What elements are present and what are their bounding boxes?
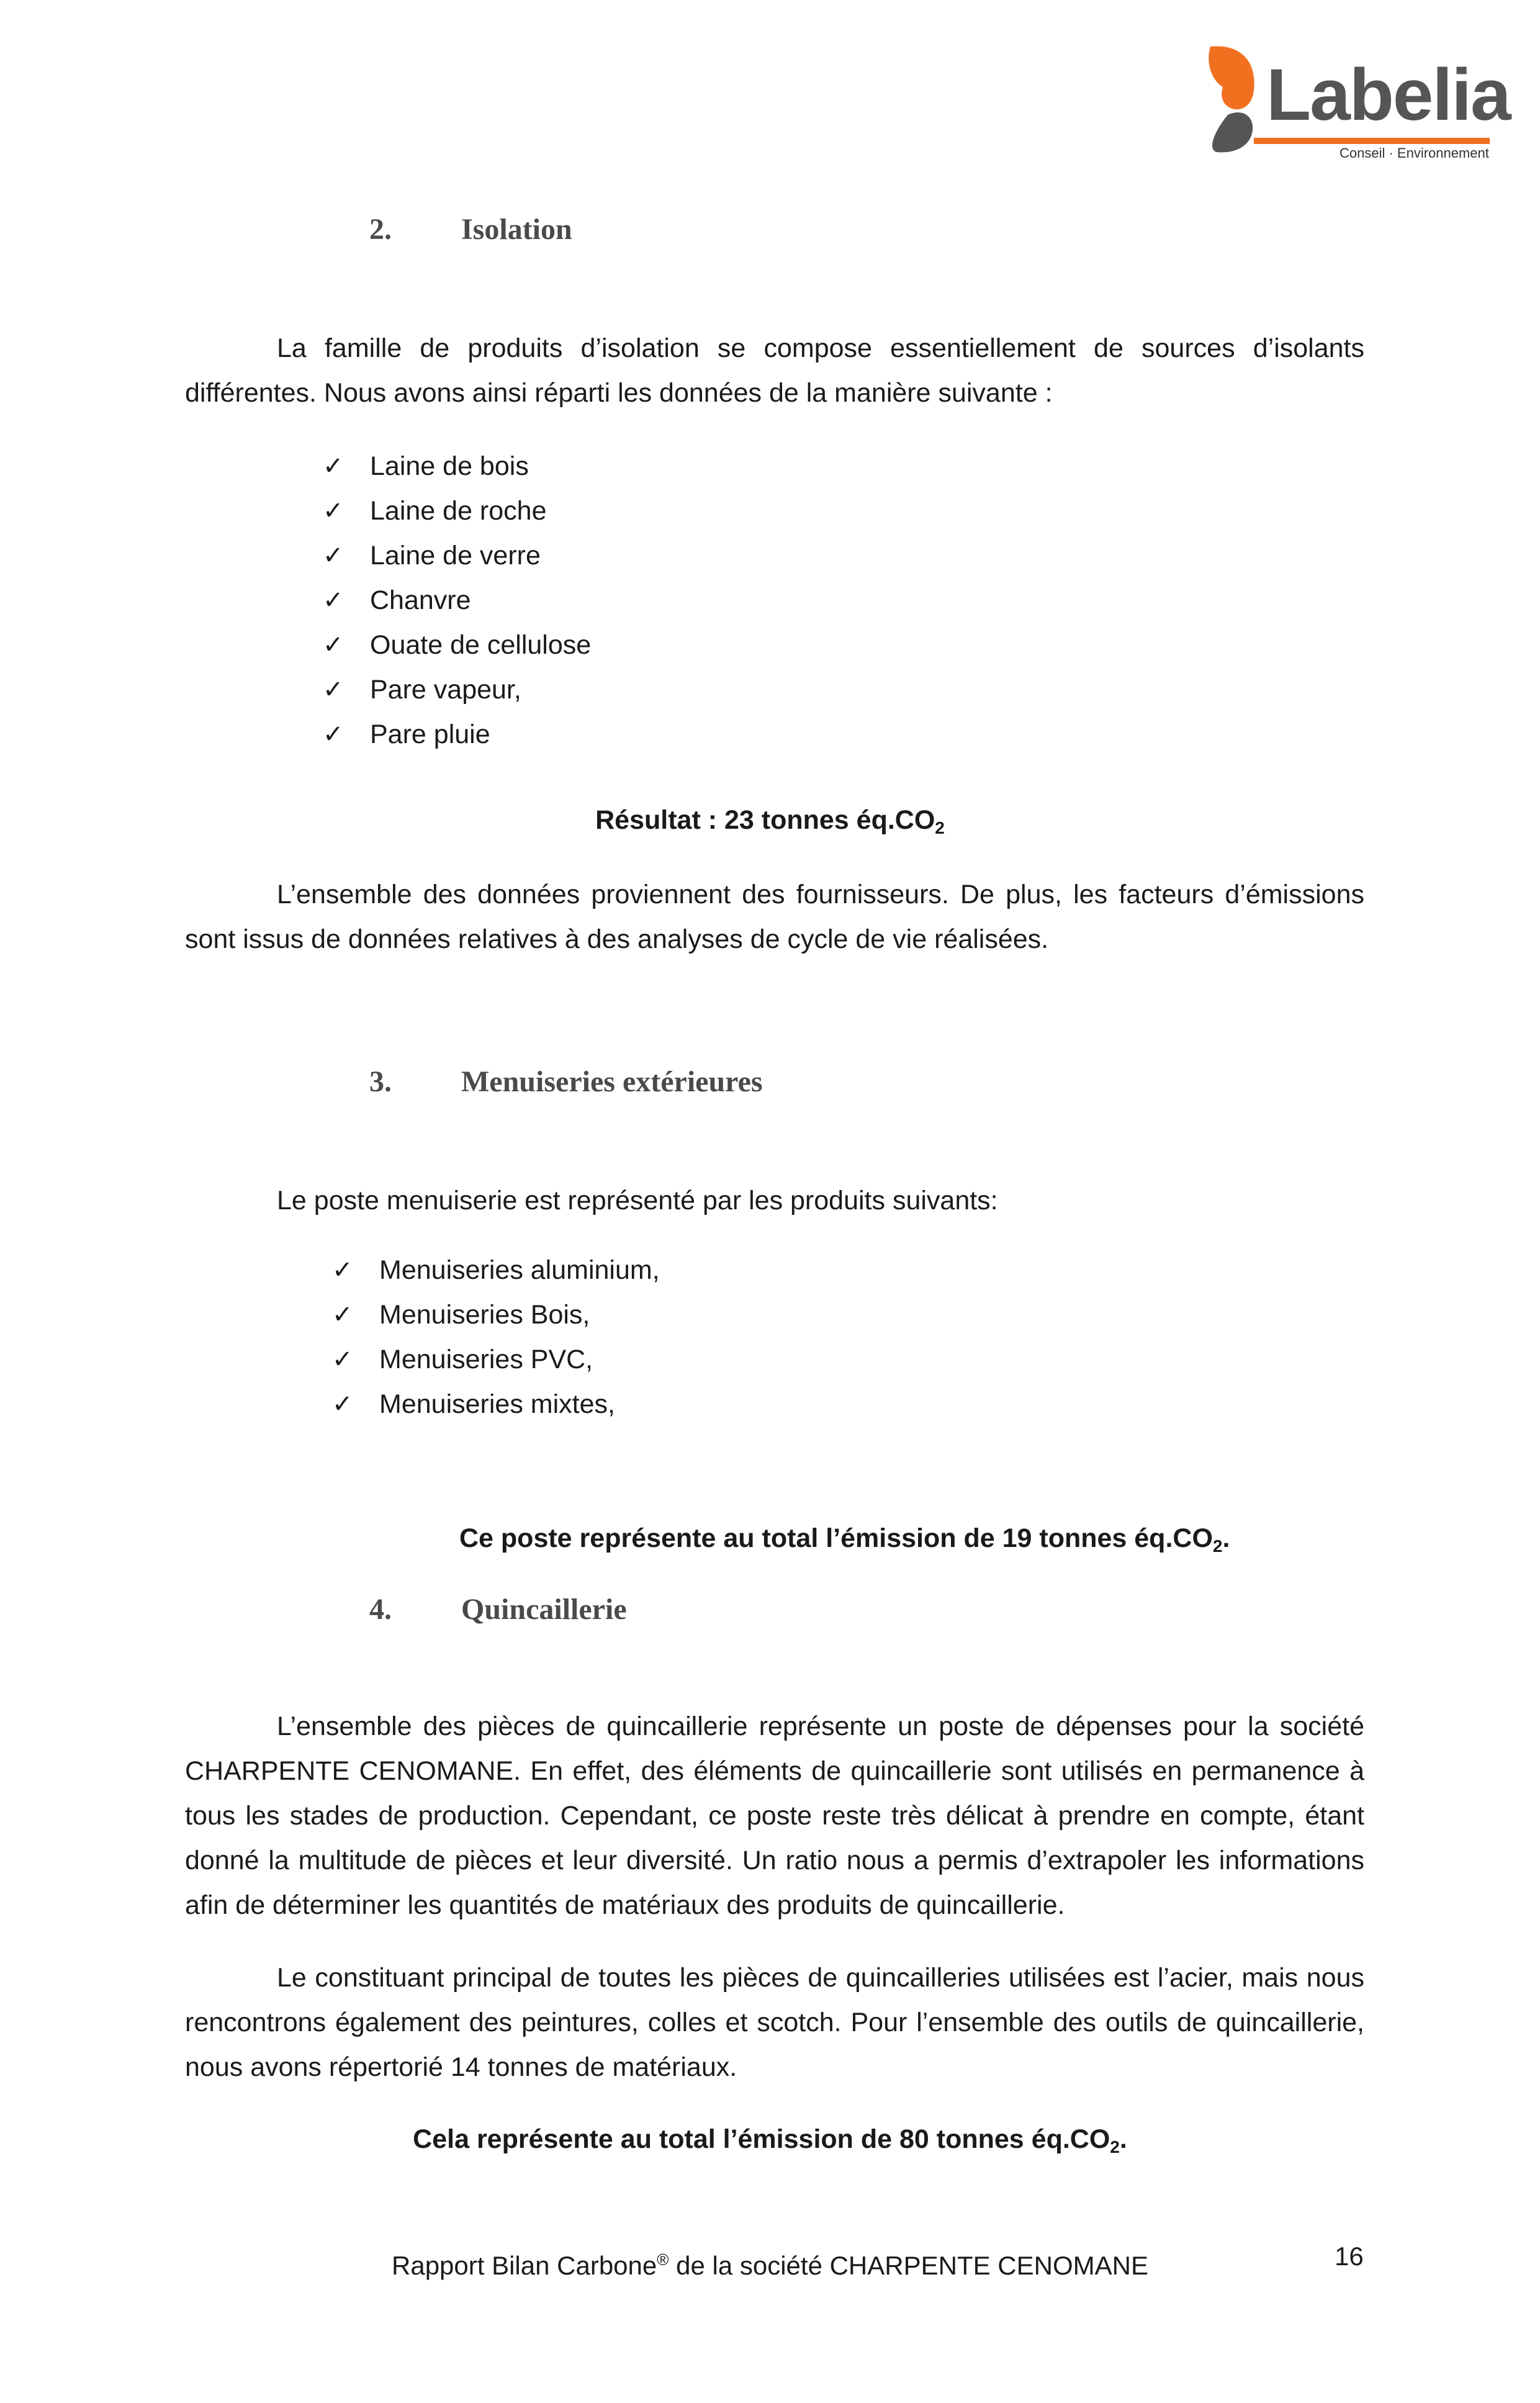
- section-4-paragraph-1: L’ensemble des pièces de quincaillerie représente un poste de dépenses pour la société CHARPENTE CENOMANE. En effet, des éléments de quincaillerie sont utilisés en permanence à tous les stades de production. Cependant, ce poste reste très délicat à prendre en compte, étant donné la multitude de pièces et leur diversité. Un ratio nous a permis d’extrapoler les informations afin de déterminer les quantités de matériaux des produits de quincaillerie.: [185, 1711, 1364, 1920]
- section-2-intro: La famille de produits d’isolation se compose essentiellement de sources d’isolants différentes. Nous avons ainsi réparti les données de la manière suivante :: [185, 333, 1364, 408]
- check-icon: ✓: [332, 1301, 353, 1329]
- check-icon: ✓: [323, 541, 344, 570]
- section-2-result: Résultat : 23 tonnes $éq.CO_2$: [595, 805, 945, 837]
- section-4-title: Quincaillerie: [461, 1593, 627, 1626]
- section-2-number: 2.: [369, 213, 392, 246]
- section-3-title: Menuiseries extérieures: [461, 1065, 763, 1098]
- labelia-logo: [1204, 43, 1510, 168]
- section-2-conclusion: L’ensemble des données proviennent des fournisseurs. De plus, les facteurs d’émissions sont issus de données relatives à des analyses de cycle de vie réalisées.: [185, 880, 1364, 954]
- logo-tagline: Conseil · Environnement: [1340, 145, 1489, 161]
- check-icon: ✓: [323, 720, 344, 749]
- section-4-paragraph-2: Le constituant principal de toutes les pièces de quincailleries utilisées est l’acier, mais nous rencontrons également des peintures, colles et scotch. Pour l’ensemble des outils de quincaillerie, nous avons répertorié 14 tonnes de matériaux.: [185, 1963, 1364, 2082]
- section-2-title: Isolation: [461, 213, 572, 246]
- check-icon: ✓: [323, 631, 344, 659]
- section-4-result: Cela représente au total l’émission de 80 tonnes $éq.CO_2$.: [413, 2124, 1127, 2157]
- section-3-intro: Le poste menuiserie est représenté par les produits suivants:: [277, 1186, 998, 1215]
- check-icon: ✓: [323, 452, 344, 480]
- check-icon: ✓: [323, 497, 344, 525]
- page-footer: Rapport Bilan Carbone® de la société CHARPENTE CENOMANE: [392, 2250, 1148, 2280]
- check-icon: ✓: [332, 1345, 353, 1374]
- section-3-result: Ce poste représente au total l’émission de 19 tonnes $éq.CO_2$.: [459, 1523, 1230, 1556]
- logo-wordmark: Labelia: [1266, 54, 1510, 136]
- check-icon: ✓: [332, 1390, 353, 1418]
- page-number: 16: [1335, 2242, 1364, 2271]
- check-icon: ✓: [323, 586, 344, 615]
- check-icon: ✓: [323, 675, 344, 704]
- check-icon: ✓: [332, 1256, 353, 1284]
- section-3-number: 3.: [369, 1065, 392, 1098]
- section-4-number: 4.: [369, 1593, 392, 1626]
